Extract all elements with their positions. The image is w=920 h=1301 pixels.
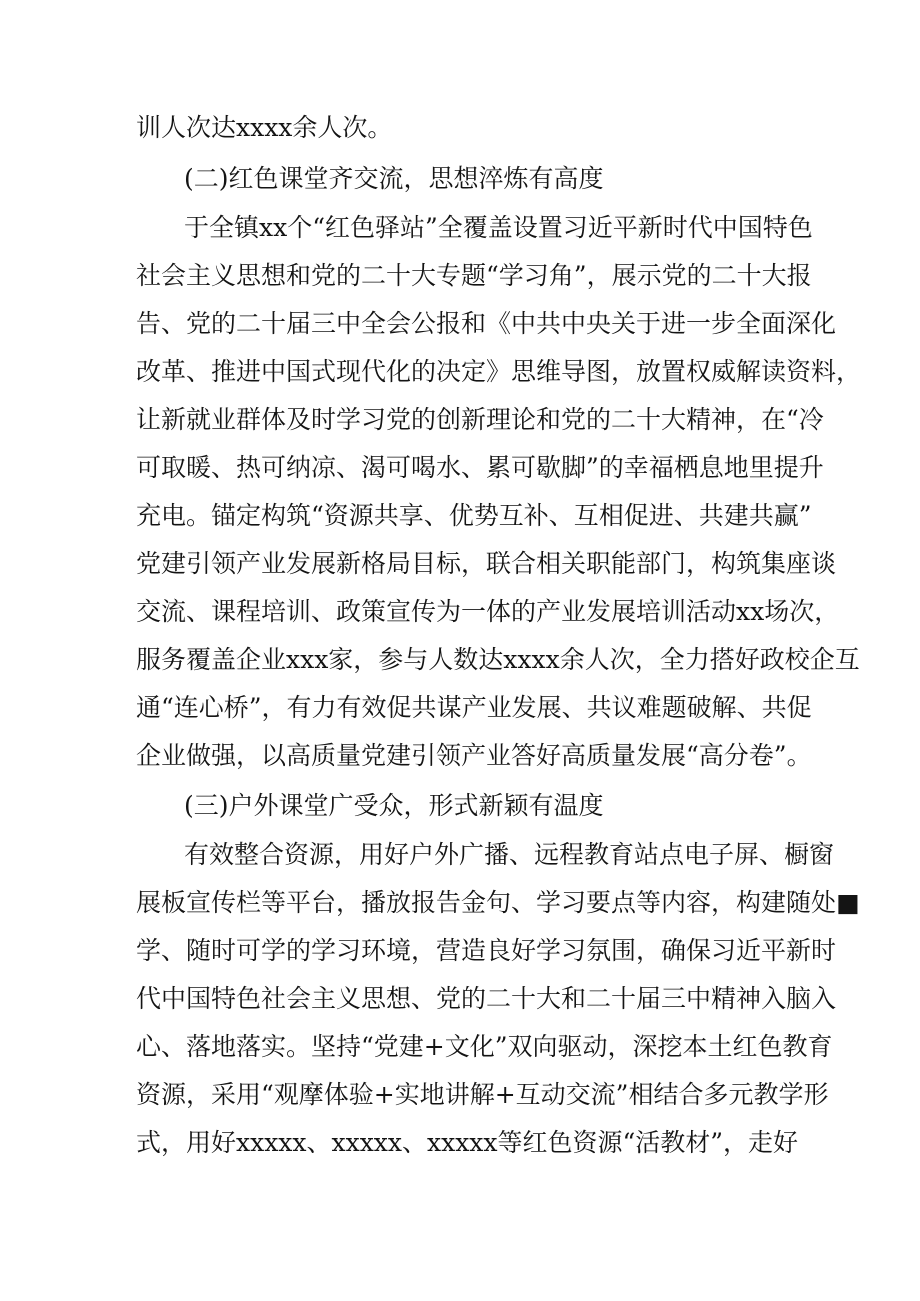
paragraph-line: 党建引领产业发展新格局目标，联合相关职能部门，构筑集座谈 bbox=[136, 549, 837, 578]
paragraph-line: 学、随时可学的学习环境，营造良好学习氛围，确保习近平新时 bbox=[136, 936, 837, 965]
paragraph-line: 于全镇xx个“红色驿站”全覆盖设置习近平新时代中国特色 bbox=[184, 213, 813, 242]
paragraph-line: 可取暖、热可纳凉、渴可喝水、累可歇脚”的幸福栖息地里提升 bbox=[136, 453, 824, 482]
paragraph-line: 训人次达xxxx余人次。 bbox=[136, 113, 393, 142]
paragraph-line: 式，用好xxxxx、xxxxx、xxxxx等红色资源“活教材”，走好 bbox=[136, 1128, 799, 1157]
paragraph-line: 改革、推进中国式现代化的决定》思维导图，放置权威解读资料， bbox=[136, 357, 862, 386]
paragraph-line: 服务覆盖企业xxx家，参与人数达xxxx余人次，全力搭好政校企互 bbox=[136, 645, 860, 674]
paragraph-line: 通“连心桥”，有力有效促共谋产业发展、共议难题破解、共促 bbox=[136, 693, 812, 722]
paragraph-line: 展板宣传栏等平台，播放报告金句、学习要点等内容，构建随处■ bbox=[136, 888, 860, 917]
paragraph-line: 让新就业群体及时学习党的创新理论和党的二十大精神，在“冷 bbox=[136, 405, 824, 434]
paragraph-line: 企业做强，以高质量党建引领产业答好高质量发展“高分卷”。 bbox=[136, 741, 812, 770]
paragraph-line: 资源，采用“观摩体验+实地讲解+互动交流”相结合多元教学形 bbox=[136, 1080, 829, 1109]
paragraph-line: 社会主义思想和党的二十大专题“学习角”，展示党的二十大报 bbox=[136, 261, 812, 290]
paragraph-line: 有效整合资源，用好户外广播、远程教育站点电子屏、橱窗 bbox=[184, 840, 835, 869]
section-heading: (三)户外课堂广受众，形式新颖有温度 bbox=[184, 791, 604, 820]
paragraph-line: 充电。锚定构筑“资源共享、优势互补、互相促进、共建共赢” bbox=[136, 501, 812, 530]
section-heading: (二)红色课堂齐交流，思想淬炼有高度 bbox=[184, 164, 604, 193]
paragraph-line: 心、落地落实。坚持“党建+文化”双向驱动，深挖本土红色教育 bbox=[136, 1032, 833, 1061]
paragraph-line: 告、党的二十届三中全会公报和《中共中央关于进一步全面深化 bbox=[136, 309, 837, 338]
paragraph-line: 交流、课程培训、政策宣传为一体的产业发展培训活动xx场次， bbox=[136, 597, 840, 626]
paragraph-line: 代中国特色社会主义思想、党的二十大和二十届三中精神入脑入 bbox=[136, 984, 837, 1013]
